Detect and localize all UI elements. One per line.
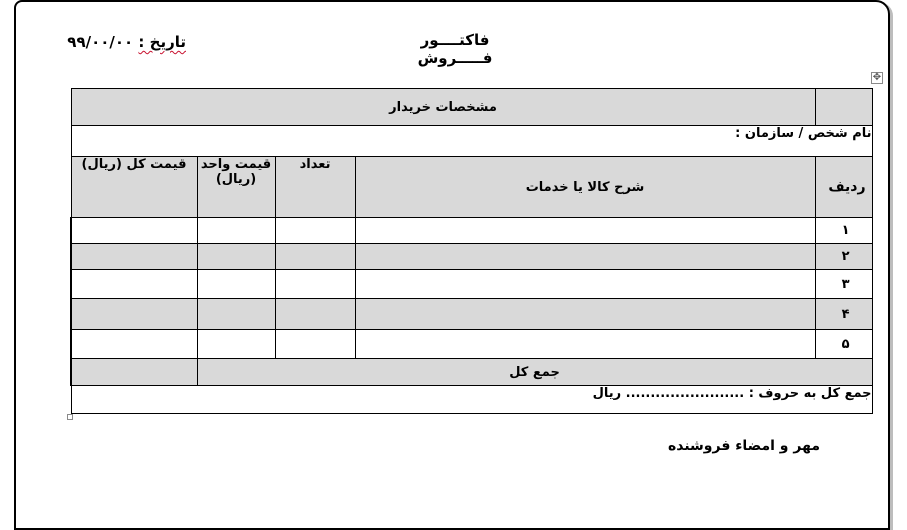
buyer-name-field[interactable]: [71, 126, 872, 157]
column-header-unit-price: قیمت واحد (ریال): [197, 157, 275, 218]
table-row: [71, 218, 872, 244]
unit-price-cell[interactable]: [197, 218, 275, 244]
total-price-cell[interactable]: [71, 299, 197, 330]
row-number: ۱: [815, 218, 872, 244]
column-header-description: شرح کالا یا خدمات: [355, 157, 815, 218]
table-row: [71, 270, 872, 299]
unit-price-cell[interactable]: [197, 330, 275, 359]
grand-total-label: جمع کل: [197, 359, 872, 386]
description-cell[interactable]: [355, 330, 815, 359]
column-header-quantity: تعداد: [275, 157, 355, 218]
column-header-row: ردیف: [815, 157, 872, 218]
buyer-name-label: نام شخص / سازمان :: [735, 126, 872, 141]
description-cell[interactable]: [355, 218, 815, 244]
table-row: [71, 330, 872, 359]
row-number: ۴: [815, 299, 872, 330]
total-price-cell[interactable]: [71, 218, 197, 244]
quantity-cell[interactable]: [275, 270, 355, 299]
date-label: تاریخ :: [138, 33, 186, 51]
total-price-cell[interactable]: [71, 330, 197, 359]
row-number: ۲: [815, 244, 872, 270]
buyer-section-title: مشخصات خریدار: [71, 89, 815, 126]
seller-seal-signature: مهر و امضاء فروشنده: [667, 438, 820, 454]
table-row: [71, 299, 872, 330]
quantity-cell[interactable]: [275, 244, 355, 270]
description-cell[interactable]: [355, 299, 815, 330]
total-in-words-label: جمع کل به حروف : ........................ ریال: [592, 386, 872, 401]
row-number: ۵: [815, 330, 872, 359]
row-number: ۳: [815, 270, 872, 299]
total-in-words-field[interactable]: [71, 386, 872, 414]
unit-price-cell[interactable]: [197, 299, 275, 330]
table-resize-handle[interactable]: [67, 414, 73, 420]
quantity-cell[interactable]: [275, 330, 355, 359]
description-cell[interactable]: [355, 270, 815, 299]
grand-total-value[interactable]: [71, 359, 197, 386]
unit-price-cell[interactable]: [197, 270, 275, 299]
buyer-header-corner: [815, 89, 872, 126]
total-price-cell[interactable]: [71, 270, 197, 299]
total-price-cell[interactable]: [71, 244, 197, 270]
invoice-table: [70, 88, 873, 414]
quantity-cell[interactable]: [275, 299, 355, 330]
unit-price-cell[interactable]: [197, 244, 275, 270]
date-value: ۹۹/۰۰/۰۰: [67, 33, 134, 51]
invoice-date: [62, 33, 186, 51]
description-cell[interactable]: [355, 244, 815, 270]
invoice-title: فاکتــــور فـــــروش: [417, 31, 493, 67]
table-row: [71, 244, 872, 270]
quantity-cell[interactable]: [275, 218, 355, 244]
move-arrows-icon[interactable]: ✥: [872, 72, 882, 83]
column-header-total-price: قیمت کل (ریال): [71, 157, 197, 218]
